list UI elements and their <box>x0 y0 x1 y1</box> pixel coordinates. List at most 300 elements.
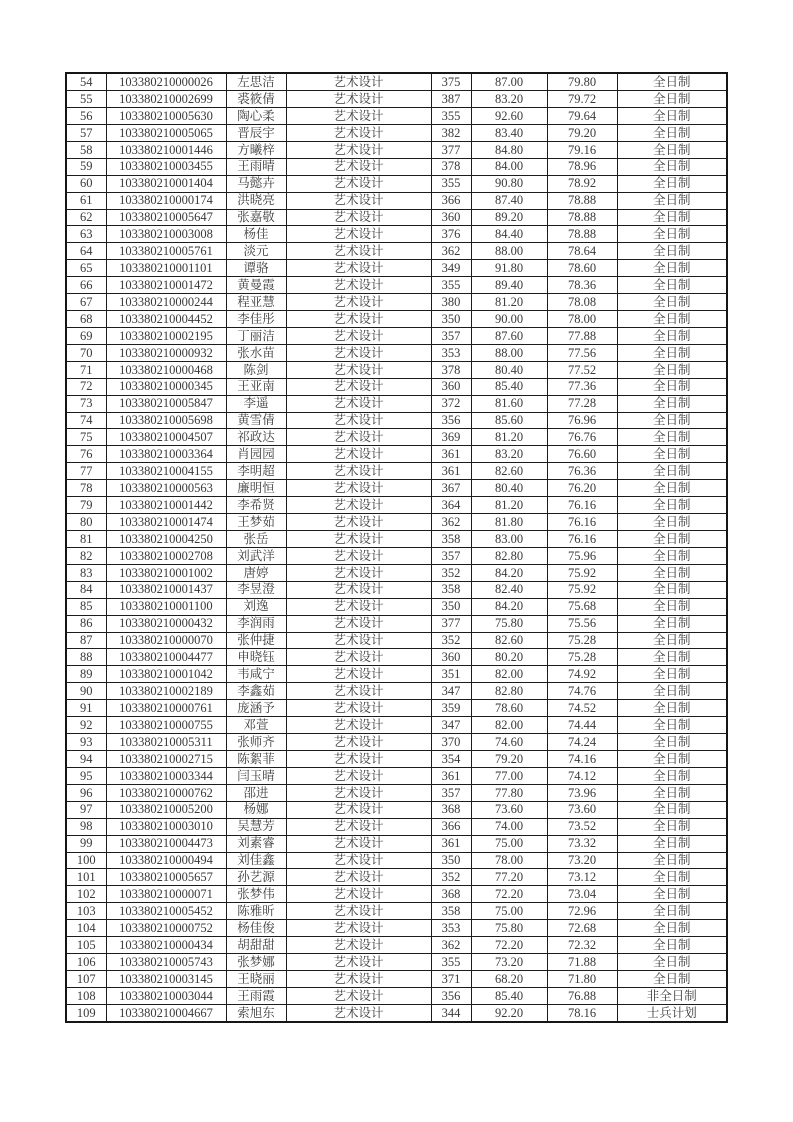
cell-total-score: 74.92 <box>547 666 617 683</box>
cell-major: 艺术设计 <box>286 581 431 598</box>
cell-total-score: 78.88 <box>547 209 617 226</box>
cell-initial-score: 380 <box>431 294 471 311</box>
cell-total-score: 76.16 <box>547 514 617 531</box>
table-row <box>66 243 727 260</box>
table-row <box>66 311 727 328</box>
cell-retest-score: 81.20 <box>471 429 547 446</box>
cell-candidate-id: 103380210005743 <box>106 954 226 971</box>
cell-study-mode: 全日制 <box>617 378 727 395</box>
cell-name: 李遥 <box>226 395 286 412</box>
cell-total-score: 74.52 <box>547 700 617 717</box>
cell-name: 刘武洋 <box>226 547 286 564</box>
table-row <box>66 987 727 1004</box>
cell-candidate-id: 103380210002715 <box>106 751 226 768</box>
table-row <box>66 903 727 920</box>
table-row <box>66 497 727 514</box>
cell-study-mode: 全日制 <box>617 564 727 581</box>
cell-index: 106 <box>66 954 106 971</box>
table-row <box>66 514 727 531</box>
cell-initial-score: 387 <box>431 91 471 108</box>
cell-index: 76 <box>66 446 106 463</box>
cell-major: 艺术设计 <box>286 107 431 124</box>
cell-name: 申晓钰 <box>226 649 286 666</box>
cell-initial-score: 378 <box>431 361 471 378</box>
cell-candidate-id: 103380210002708 <box>106 547 226 564</box>
table-row <box>66 175 727 192</box>
table-row <box>66 1004 727 1022</box>
cell-initial-score: 352 <box>431 869 471 886</box>
cell-total-score: 71.88 <box>547 954 617 971</box>
cell-study-mode: 全日制 <box>617 886 727 903</box>
table-row <box>66 564 727 581</box>
table-row <box>66 547 727 564</box>
cell-initial-score: 370 <box>431 734 471 751</box>
cell-study-mode: 全日制 <box>617 970 727 987</box>
cell-major: 艺术设计 <box>286 344 431 361</box>
cell-major: 艺术设计 <box>286 260 431 277</box>
cell-retest-score: 90.00 <box>471 311 547 328</box>
cell-initial-score: 355 <box>431 277 471 294</box>
cell-candidate-id: 103380210005657 <box>106 869 226 886</box>
table-row <box>66 598 727 615</box>
cell-index: 68 <box>66 311 106 328</box>
cell-index: 90 <box>66 683 106 700</box>
cell-total-score: 76.36 <box>547 463 617 480</box>
table-row <box>66 277 727 294</box>
cell-index: 82 <box>66 547 106 564</box>
cell-major: 艺术设计 <box>286 649 431 666</box>
cell-study-mode: 全日制 <box>617 429 727 446</box>
cell-candidate-id: 103380210000563 <box>106 480 226 497</box>
cell-major: 艺术设计 <box>286 987 431 1004</box>
cell-retest-score: 77.20 <box>471 869 547 886</box>
cell-total-score: 73.32 <box>547 835 617 852</box>
cell-major: 艺术设计 <box>286 937 431 954</box>
cell-major: 艺术设计 <box>286 209 431 226</box>
cell-major: 艺术设计 <box>286 192 431 209</box>
cell-index: 108 <box>66 987 106 1004</box>
cell-candidate-id: 103380210003044 <box>106 987 226 1004</box>
cell-study-mode: 全日制 <box>617 547 727 564</box>
cell-candidate-id: 103380210000762 <box>106 784 226 801</box>
table-row <box>66 886 727 903</box>
cell-name: 祁政达 <box>226 429 286 446</box>
cell-name: 黄雪倩 <box>226 412 286 429</box>
table-row <box>66 734 727 751</box>
cell-name: 李明超 <box>226 463 286 480</box>
cell-study-mode: 全日制 <box>617 175 727 192</box>
cell-candidate-id: 103380210004507 <box>106 429 226 446</box>
cell-name: 闫玉晴 <box>226 767 286 784</box>
cell-study-mode: 全日制 <box>617 158 727 175</box>
cell-major: 艺术设计 <box>286 784 431 801</box>
cell-name: 张嘉敬 <box>226 209 286 226</box>
cell-initial-score: 366 <box>431 818 471 835</box>
cell-total-score: 76.20 <box>547 480 617 497</box>
cell-study-mode: 全日制 <box>617 835 727 852</box>
cell-name: 李希贤 <box>226 497 286 514</box>
cell-major: 艺术设计 <box>286 446 431 463</box>
cell-name: 程亚慧 <box>226 294 286 311</box>
cell-name: 李润雨 <box>226 615 286 632</box>
cell-index: 59 <box>66 158 106 175</box>
cell-name: 谭骆 <box>226 260 286 277</box>
cell-study-mode: 全日制 <box>617 73 727 91</box>
table-row <box>66 446 727 463</box>
cell-candidate-id: 103380210000932 <box>106 344 226 361</box>
cell-index: 54 <box>66 73 106 91</box>
cell-initial-score: 372 <box>431 395 471 412</box>
cell-study-mode: 全日制 <box>617 344 727 361</box>
cell-study-mode: 全日制 <box>617 463 727 480</box>
cell-total-score: 79.72 <box>547 91 617 108</box>
cell-major: 艺术设计 <box>286 547 431 564</box>
cell-index: 102 <box>66 886 106 903</box>
cell-major: 艺术设计 <box>286 124 431 141</box>
cell-initial-score: 360 <box>431 209 471 226</box>
cell-total-score: 73.20 <box>547 852 617 869</box>
cell-index: 101 <box>66 869 106 886</box>
table-row <box>66 395 727 412</box>
cell-candidate-id: 103380210002195 <box>106 327 226 344</box>
cell-index: 103 <box>66 903 106 920</box>
cell-total-score: 75.56 <box>547 615 617 632</box>
cell-retest-score: 83.20 <box>471 446 547 463</box>
table-row <box>66 158 727 175</box>
cell-candidate-id: 103380210000071 <box>106 886 226 903</box>
table-row <box>66 378 727 395</box>
cell-name: 张梦伟 <box>226 886 286 903</box>
cell-retest-score: 92.60 <box>471 107 547 124</box>
cell-candidate-id: 103380210001042 <box>106 666 226 683</box>
cell-name: 刘逸 <box>226 598 286 615</box>
cell-total-score: 73.12 <box>547 869 617 886</box>
cell-candidate-id: 103380210000494 <box>106 852 226 869</box>
cell-candidate-id: 103380210000026 <box>106 73 226 91</box>
cell-total-score: 77.56 <box>547 344 617 361</box>
cell-index: 56 <box>66 107 106 124</box>
cell-major: 艺术设计 <box>286 683 431 700</box>
table-row <box>66 412 727 429</box>
table-row <box>66 124 727 141</box>
cell-initial-score: 371 <box>431 970 471 987</box>
cell-study-mode: 非全日制 <box>617 987 727 1004</box>
cell-major: 艺术设计 <box>286 395 431 412</box>
cell-total-score: 71.80 <box>547 970 617 987</box>
cell-study-mode: 全日制 <box>617 514 727 531</box>
cell-total-score: 78.92 <box>547 175 617 192</box>
cell-initial-score: 366 <box>431 192 471 209</box>
cell-candidate-id: 103380210005200 <box>106 801 226 818</box>
cell-total-score: 78.08 <box>547 294 617 311</box>
cell-total-score: 79.64 <box>547 107 617 124</box>
cell-study-mode: 全日制 <box>617 412 727 429</box>
cell-candidate-id: 103380210004473 <box>106 835 226 852</box>
cell-retest-score: 87.00 <box>471 73 547 91</box>
cell-study-mode: 全日制 <box>617 446 727 463</box>
table-row <box>66 91 727 108</box>
cell-retest-score: 75.00 <box>471 903 547 920</box>
cell-total-score: 74.16 <box>547 751 617 768</box>
cell-study-mode: 全日制 <box>617 277 727 294</box>
cell-total-score: 76.88 <box>547 987 617 1004</box>
cell-candidate-id: 103380210001472 <box>106 277 226 294</box>
cell-study-mode: 全日制 <box>617 311 727 328</box>
cell-name: 马懿卉 <box>226 175 286 192</box>
cell-retest-score: 81.60 <box>471 395 547 412</box>
cell-name: 陈剑 <box>226 361 286 378</box>
cell-study-mode: 全日制 <box>617 91 727 108</box>
cell-index: 69 <box>66 327 106 344</box>
cell-study-mode: 全日制 <box>617 937 727 954</box>
cell-study-mode: 全日制 <box>617 700 727 717</box>
cell-candidate-id: 103380210000434 <box>106 937 226 954</box>
cell-initial-score: 359 <box>431 700 471 717</box>
cell-major: 艺术设计 <box>286 751 431 768</box>
cell-study-mode: 全日制 <box>617 581 727 598</box>
cell-index: 99 <box>66 835 106 852</box>
table-row <box>66 954 727 971</box>
cell-retest-score: 82.00 <box>471 717 547 734</box>
cell-name: 刘佳鑫 <box>226 852 286 869</box>
table-row <box>66 751 727 768</box>
cell-major: 艺术设计 <box>286 1004 431 1022</box>
cell-retest-score: 84.80 <box>471 141 547 158</box>
cell-initial-score: 361 <box>431 835 471 852</box>
cell-total-score: 79.20 <box>547 124 617 141</box>
cell-index: 66 <box>66 277 106 294</box>
cell-name: 左思洁 <box>226 73 286 91</box>
cell-retest-score: 85.60 <box>471 412 547 429</box>
cell-initial-score: 350 <box>431 852 471 869</box>
cell-candidate-id: 103380210001100 <box>106 598 226 615</box>
cell-name: 王梦茹 <box>226 514 286 531</box>
cell-initial-score: 362 <box>431 243 471 260</box>
cell-study-mode: 全日制 <box>617 531 727 548</box>
cell-retest-score: 91.80 <box>471 260 547 277</box>
cell-name: 廉明恒 <box>226 480 286 497</box>
cell-retest-score: 78.60 <box>471 700 547 717</box>
cell-index: 96 <box>66 784 106 801</box>
cell-study-mode: 全日制 <box>617 497 727 514</box>
cell-name: 刘素睿 <box>226 835 286 852</box>
table-row <box>66 818 727 835</box>
cell-initial-score: 361 <box>431 767 471 784</box>
cell-name: 张岳 <box>226 531 286 548</box>
table-row <box>66 767 727 784</box>
cell-index: 104 <box>66 920 106 937</box>
cell-initial-score: 368 <box>431 801 471 818</box>
cell-study-mode: 全日制 <box>617 920 727 937</box>
cell-retest-score: 84.20 <box>471 564 547 581</box>
cell-retest-score: 82.80 <box>471 547 547 564</box>
cell-initial-score: 344 <box>431 1004 471 1022</box>
cell-index: 92 <box>66 717 106 734</box>
cell-name: 邵进 <box>226 784 286 801</box>
cell-retest-score: 81.20 <box>471 497 547 514</box>
cell-name: 李佳彤 <box>226 311 286 328</box>
cell-total-score: 77.88 <box>547 327 617 344</box>
cell-candidate-id: 103380210000752 <box>106 920 226 937</box>
cell-candidate-id: 103380210004452 <box>106 311 226 328</box>
cell-major: 艺术设计 <box>286 175 431 192</box>
cell-name: 王雨霞 <box>226 987 286 1004</box>
cell-initial-score: 357 <box>431 784 471 801</box>
cell-candidate-id: 103380210005065 <box>106 124 226 141</box>
cell-study-mode: 全日制 <box>617 632 727 649</box>
cell-name: 王晓丽 <box>226 970 286 987</box>
cell-index: 84 <box>66 581 106 598</box>
cell-total-score: 78.88 <box>547 226 617 243</box>
cell-study-mode: 全日制 <box>617 666 727 683</box>
cell-initial-score: 377 <box>431 141 471 158</box>
cell-candidate-id: 103380210004667 <box>106 1004 226 1022</box>
cell-major: 艺术设计 <box>286 835 431 852</box>
cell-candidate-id: 103380210005452 <box>106 903 226 920</box>
cell-total-score: 75.92 <box>547 564 617 581</box>
cell-name: 杨娜 <box>226 801 286 818</box>
cell-index: 61 <box>66 192 106 209</box>
cell-index: 71 <box>66 361 106 378</box>
cell-retest-score: 80.20 <box>471 649 547 666</box>
cell-candidate-id: 103380210000468 <box>106 361 226 378</box>
cell-index: 100 <box>66 852 106 869</box>
cell-initial-score: 351 <box>431 666 471 683</box>
cell-index: 86 <box>66 615 106 632</box>
table-row <box>66 869 727 886</box>
cell-total-score: 75.28 <box>547 649 617 666</box>
cell-retest-score: 82.00 <box>471 666 547 683</box>
cell-major: 艺术设计 <box>286 514 431 531</box>
cell-index: 55 <box>66 91 106 108</box>
table-row <box>66 717 727 734</box>
cell-retest-score: 75.80 <box>471 615 547 632</box>
cell-candidate-id: 103380210000244 <box>106 294 226 311</box>
cell-study-mode: 全日制 <box>617 869 727 886</box>
cell-name: 淡元 <box>226 243 286 260</box>
cell-initial-score: 356 <box>431 987 471 1004</box>
table-row <box>66 429 727 446</box>
cell-retest-score: 88.00 <box>471 344 547 361</box>
cell-retest-score: 82.60 <box>471 463 547 480</box>
cell-total-score: 72.68 <box>547 920 617 937</box>
cell-total-score: 74.24 <box>547 734 617 751</box>
cell-initial-score: 360 <box>431 649 471 666</box>
cell-study-mode: 全日制 <box>617 954 727 971</box>
cell-initial-score: 347 <box>431 683 471 700</box>
table-row <box>66 801 727 818</box>
cell-name: 李昱澄 <box>226 581 286 598</box>
cell-index: 64 <box>66 243 106 260</box>
table-row <box>66 835 727 852</box>
cell-major: 艺术设计 <box>286 818 431 835</box>
cell-study-mode: 全日制 <box>617 480 727 497</box>
table-row <box>66 700 727 717</box>
cell-retest-score: 82.60 <box>471 632 547 649</box>
cell-initial-score: 350 <box>431 598 471 615</box>
cell-total-score: 77.36 <box>547 378 617 395</box>
cell-index: 67 <box>66 294 106 311</box>
cell-major: 艺术设计 <box>286 954 431 971</box>
cell-index: 83 <box>66 564 106 581</box>
cell-major: 艺术设计 <box>286 429 431 446</box>
cell-retest-score: 72.20 <box>471 886 547 903</box>
cell-retest-score: 82.40 <box>471 581 547 598</box>
cell-study-mode: 全日制 <box>617 294 727 311</box>
cell-study-mode: 全日制 <box>617 683 727 700</box>
cell-retest-score: 84.20 <box>471 598 547 615</box>
cell-major: 艺术设计 <box>286 531 431 548</box>
cell-total-score: 77.52 <box>547 361 617 378</box>
cell-initial-score: 362 <box>431 937 471 954</box>
cell-candidate-id: 103380210000174 <box>106 192 226 209</box>
cell-major: 艺术设计 <box>286 226 431 243</box>
cell-initial-score: 357 <box>431 327 471 344</box>
cell-initial-score: 361 <box>431 463 471 480</box>
cell-total-score: 76.96 <box>547 412 617 429</box>
cell-name: 王亚南 <box>226 378 286 395</box>
cell-retest-score: 77.80 <box>471 784 547 801</box>
cell-candidate-id: 103380210001101 <box>106 260 226 277</box>
cell-candidate-id: 103380210001437 <box>106 581 226 598</box>
cell-retest-score: 84.40 <box>471 226 547 243</box>
cell-retest-score: 79.20 <box>471 751 547 768</box>
cell-retest-score: 83.00 <box>471 531 547 548</box>
cell-name: 胡甜甜 <box>226 937 286 954</box>
cell-initial-score: 377 <box>431 615 471 632</box>
cell-name: 庞涵予 <box>226 700 286 717</box>
cell-index: 95 <box>66 767 106 784</box>
cell-major: 艺术设计 <box>286 666 431 683</box>
cell-study-mode: 全日制 <box>617 243 727 260</box>
cell-candidate-id: 103380210001002 <box>106 564 226 581</box>
cell-name: 陈雅昕 <box>226 903 286 920</box>
cell-initial-score: 347 <box>431 717 471 734</box>
cell-retest-score: 83.20 <box>471 91 547 108</box>
cell-retest-score: 87.40 <box>471 192 547 209</box>
cell-major: 艺术设计 <box>286 632 431 649</box>
cell-total-score: 78.88 <box>547 192 617 209</box>
cell-study-mode: 全日制 <box>617 734 727 751</box>
cell-total-score: 72.32 <box>547 937 617 954</box>
cell-study-mode: 全日制 <box>617 598 727 615</box>
cell-retest-score: 77.00 <box>471 767 547 784</box>
cell-study-mode: 全日制 <box>617 767 727 784</box>
cell-study-mode: 全日制 <box>617 818 727 835</box>
cell-retest-score: 82.80 <box>471 683 547 700</box>
cell-index: 77 <box>66 463 106 480</box>
cell-candidate-id: 103380210003364 <box>106 446 226 463</box>
cell-total-score: 76.16 <box>547 531 617 548</box>
cell-candidate-id: 103380210005647 <box>106 209 226 226</box>
cell-major: 艺术设计 <box>286 463 431 480</box>
cell-total-score: 78.64 <box>547 243 617 260</box>
cell-candidate-id: 103380210005311 <box>106 734 226 751</box>
table-row <box>66 260 727 277</box>
cell-index: 70 <box>66 344 106 361</box>
cell-initial-score: 362 <box>431 514 471 531</box>
cell-study-mode: 全日制 <box>617 327 727 344</box>
cell-initial-score: 352 <box>431 632 471 649</box>
cell-name: 张水苗 <box>226 344 286 361</box>
cell-initial-score: 358 <box>431 581 471 598</box>
cell-name: 张师齐 <box>226 734 286 751</box>
cell-candidate-id: 103380210002699 <box>106 91 226 108</box>
cell-name: 邓萱 <box>226 717 286 734</box>
cell-study-mode: 全日制 <box>617 751 727 768</box>
cell-index: 107 <box>66 970 106 987</box>
cell-retest-score: 81.20 <box>471 294 547 311</box>
